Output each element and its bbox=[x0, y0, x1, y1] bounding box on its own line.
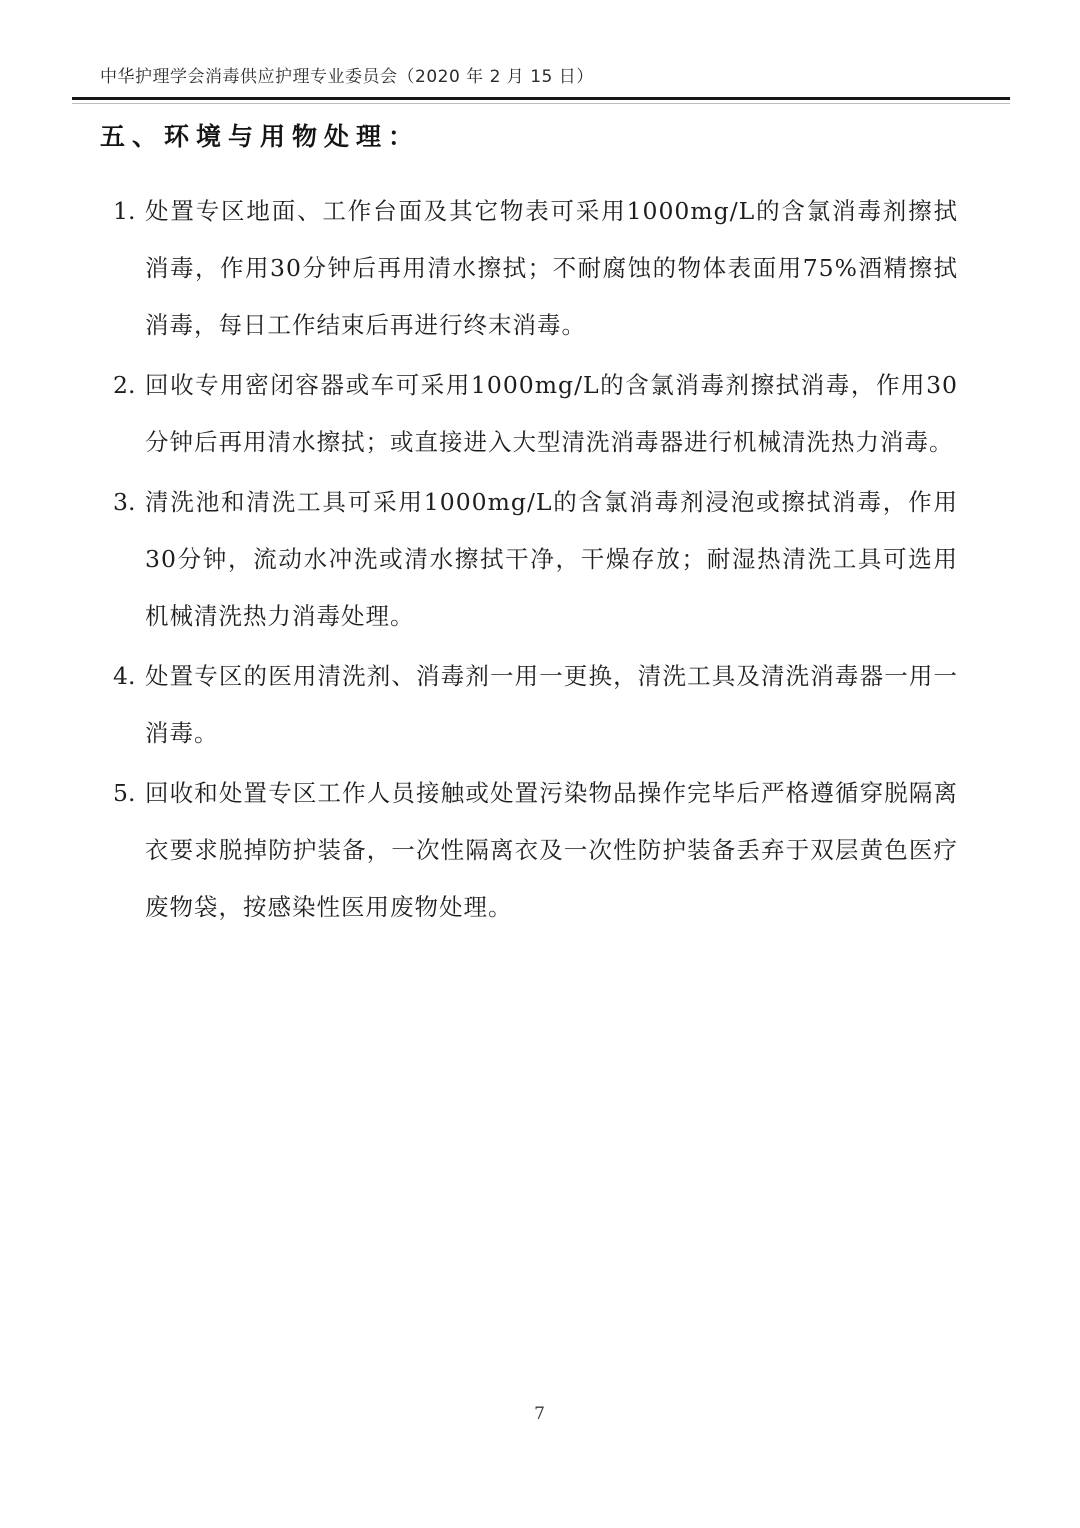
list-item-number: 5. bbox=[113, 779, 136, 807]
document-header bbox=[72, 0, 1010, 104]
list-item-number: 2. bbox=[113, 371, 136, 399]
section-title: 五、环境与用物处理： bbox=[100, 122, 421, 151]
list-item bbox=[100, 357, 958, 471]
list-item-number: 3. bbox=[113, 488, 136, 516]
list-item-text: 处置专区的医用清洗剂、消毒剂一用一更换，清洗工具及清洗消毒器一用一消毒。 bbox=[145, 662, 958, 747]
list-item-number: 4. bbox=[113, 662, 136, 690]
header-committee-date: 中华护理学会消毒供应护理专业委员会（2020 年 2 月 15 日） bbox=[100, 67, 594, 87]
list-item bbox=[100, 648, 958, 762]
page-number: 7 bbox=[534, 1404, 546, 1424]
list-item-text: 处置专区地面、工作台面及其它物表可采用1000mg/L的含氯消毒剂擦拭消毒，作用30分钟后再用清水擦拭；不耐腐蚀的物体表面用75%酒精擦拭消毒，每日工作结束后再进行终末消毒。 bbox=[145, 197, 958, 339]
list-item-text: 回收和处置专区工作人员接触或处置污染物品操作完毕后严格遵循穿脱隔离衣要求脱掉防护装备，一次性隔离衣及一次性防护装备丢弃于双层黄色医疗废物袋，按感染性医用废物处理。 bbox=[145, 779, 958, 921]
numbered-list bbox=[100, 183, 958, 936]
list-item-text: 清洗池和清洗工具可采用1000mg/L的含氯消毒剂浸泡或擦拭消毒，作用30分钟，流动水冲洗或清水擦拭干净，干燥存放；耐湿热清洗工具可选用机械清洗热力消毒处理。 bbox=[145, 488, 958, 630]
list-item bbox=[100, 765, 958, 936]
list-item-text: 回收专用密闭容器或车可采用1000mg/L的含氯消毒剂擦拭消毒，作用30分钟后再用清水擦拭；或直接进入大型清洗消毒器进行机械清洗热力消毒。 bbox=[145, 371, 958, 456]
list-item bbox=[100, 183, 958, 354]
list-item-number: 1. bbox=[113, 197, 136, 225]
list-item bbox=[100, 474, 958, 645]
header-rule bbox=[72, 97, 1010, 104]
